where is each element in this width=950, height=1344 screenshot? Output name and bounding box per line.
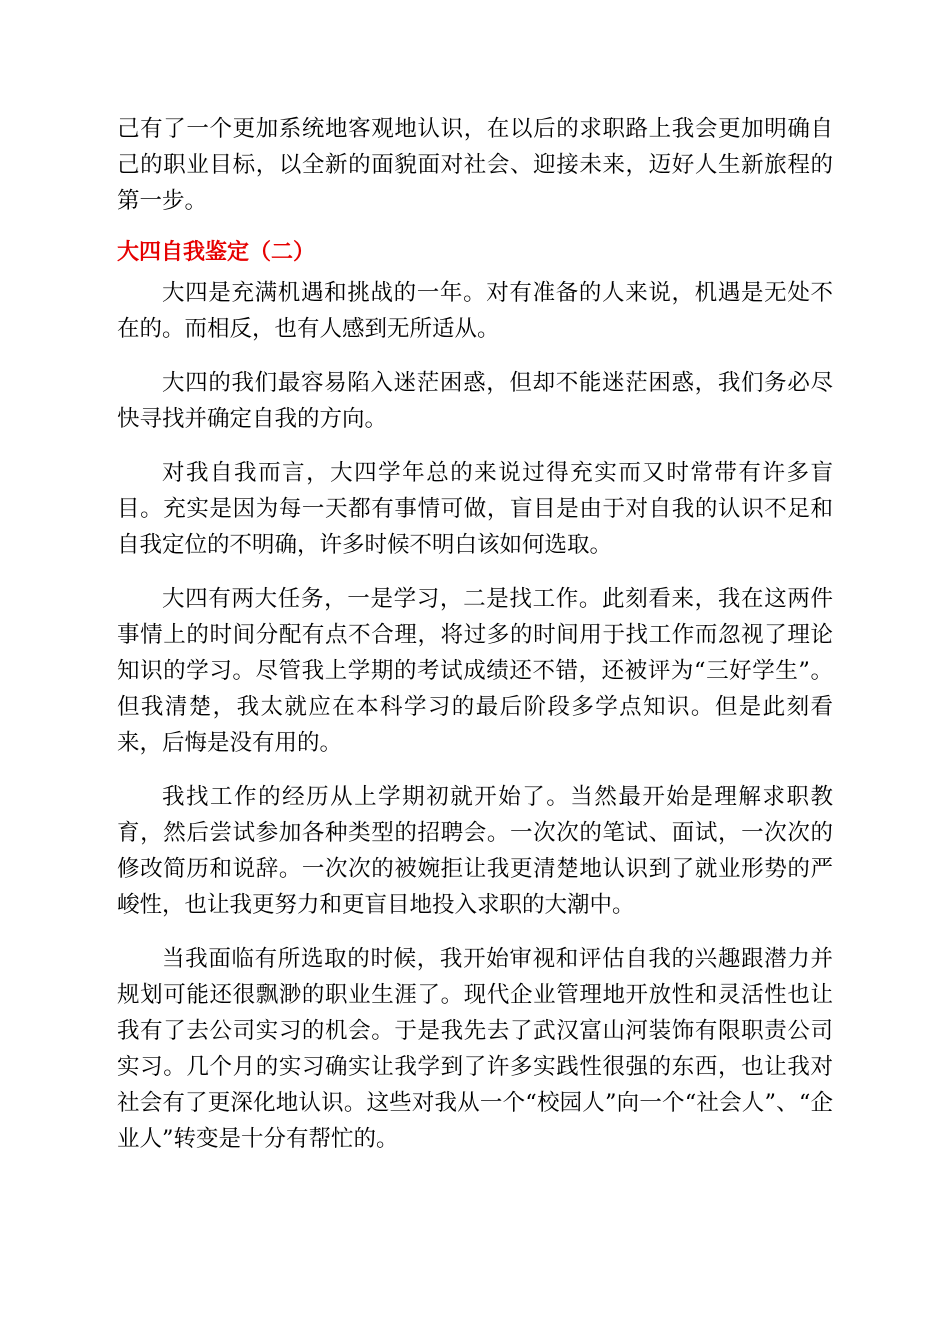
body-paragraph-3: 对我自我而言，大四学年总的来说过得充实而又时常带有许多盲目。充实是因为每一天都有事情可做，盲目是由于对自我的认识不足和自我定位的不明确，许多时候不明白该如何选取。 — [117, 460, 833, 558]
body-paragraph-5: 我找工作的经历从上学期初就开始了。当然最开始是理解求职教育，然后尝试参加各种类型的招聘会。一次次的笔试、面试，一次次的修改简历和说辞。一次次的被婉拒让我更清楚地认识到了就业形势的严峻性，也让我更努力和更盲目地投入求职的大潮中。 — [117, 784, 833, 918]
body-paragraph-1: 大四是充满机遇和挑战的一年。对有准备的人来说，机遇是无处不在的。而相反，也有人感到无所适从。 — [117, 280, 833, 342]
continuation-paragraph: 己有了一个更加系统地客观地认识，在以后的求职路上我会更加明确自己的职业目标，以全新的面貌面对社会、迎接未来，迈好人生新旅程的第一步。 — [117, 116, 833, 214]
section-heading: 大四自我鉴定（二） — [117, 240, 316, 265]
document-body — [117, 111, 833, 1157]
body-paragraph-6: 当我面临有所选取的时候，我开始审视和评估自我的兴趣跟潜力并规划可能还很飘渺的职业生涯了。现代企业管理地开放性和灵活性也让我有了去公司实习的机会。于是我先去了武汉富山河装饰有限职责公司实习。几个月的实习确实让我学到了许多实践性很强的东西，也让我对社会有了更深化地认识。这些对我从一个“校园人”向一个“社会人”、“企业人”转变是十分有帮忙的。 — [117, 946, 833, 1152]
body-paragraph-2: 大四的我们最容易陷入迷茫困惑，但却不能迷茫困惑，我们务必尽快寻找并确定自我的方向。 — [117, 370, 833, 432]
body-paragraph-4: 大四有两大任务，一是学习，二是找工作。此刻看来，我在这两件事情上的时间分配有点不合理，将过多的时间用于找工作而忽视了理论知识的学习。尽管我上学期的考试成绩还不错，还被评为“三好学生”。但我清楚，我太就应在本科学习的最后阶段多学点知识。但是此刻看来，后悔是没有用的。 — [117, 586, 833, 756]
